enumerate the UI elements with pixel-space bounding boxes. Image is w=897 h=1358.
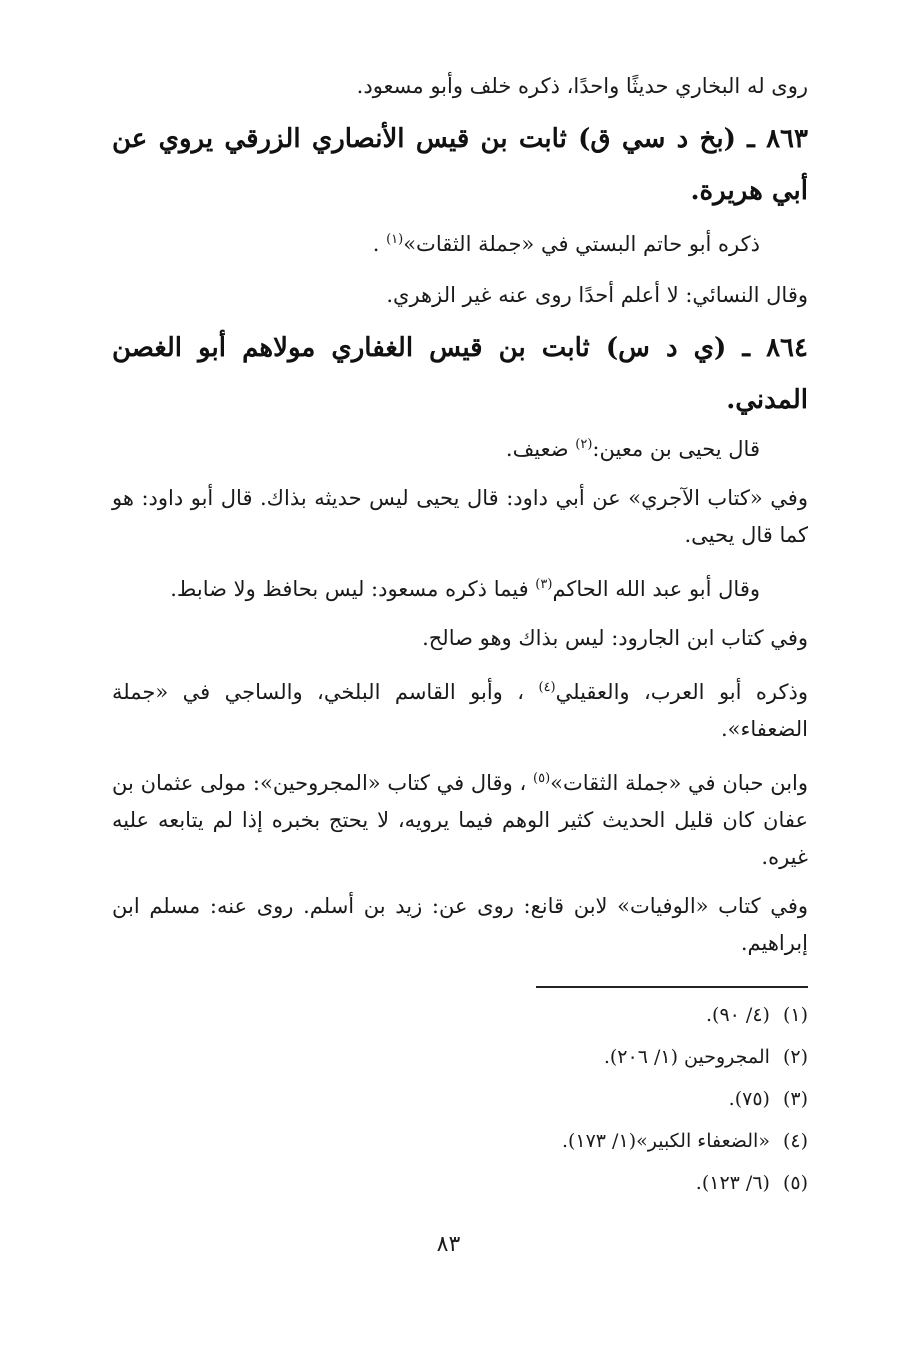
- footnote: [420, 1036, 808, 1078]
- paragraph: وفي «كتاب الآجري» عن أبي داود: قال يحيى ليس حديثه بذاك. قال أبو داود: هو كما قال يحيى.: [112, 486, 808, 547]
- entry-heading-864: ٨٦٤ ـ (ي د س) ثابت بن قيس الغفاري مولاهم أبو الغصن المدني.: [112, 333, 808, 415]
- footnote-text: (٦/ ١٢٣).: [695, 1172, 770, 1194]
- paragraph: [112, 669, 808, 748]
- paragraph: [112, 426, 808, 468]
- paragraph: [112, 221, 808, 263]
- paragraph: وفي كتاب ابن الجارود: ليس بذاك وهو صالح.: [422, 626, 808, 650]
- footnote-ref: (٤): [538, 680, 556, 695]
- opening-line: روى له البخاري حديثًا واحدًا، ذكره خلف وأبو مسعود.: [356, 74, 808, 98]
- footnote-text: (٧٥).: [728, 1088, 770, 1110]
- page-number: ٨٣: [436, 1232, 461, 1257]
- text-span: وقال أبو عبد الله الحاكم: [552, 577, 760, 601]
- footnote-number: (٥): [782, 1172, 808, 1194]
- footnote-text: المجروحين (١/ ٢٠٦).: [603, 1046, 770, 1068]
- footnotes: [420, 994, 808, 1204]
- footnote-ref: (٢): [575, 437, 593, 452]
- paragraph: وفي كتاب «الوفيات» لابن قانع: روى عن: زيد بن أسلم. روى عنه: مسلم ابن إبراهيم.: [112, 894, 808, 955]
- footnote-ref: (٥): [533, 771, 551, 786]
- footnote: [420, 1120, 808, 1162]
- footnote-separator: [536, 986, 808, 988]
- main-text: [112, 68, 808, 970]
- text-span: قال يحيى بن معين:: [592, 437, 760, 461]
- footnote-number: (٣): [782, 1088, 808, 1110]
- footnote: [420, 1162, 808, 1204]
- footnote: [420, 994, 808, 1036]
- paragraph: [112, 760, 808, 876]
- paragraph: [112, 566, 808, 608]
- footnote-number: (٤): [782, 1130, 808, 1152]
- footnote: [420, 1078, 808, 1120]
- text-span: .: [372, 232, 387, 256]
- text-span: فيما ذكره مسعود: ليس بحافظ ولا ضابط.: [170, 577, 536, 601]
- footnote-ref: (٣): [535, 577, 553, 592]
- footnote-number: (٢): [782, 1046, 808, 1068]
- entry-heading-863: ٨٦٣ ـ (بخ د سي ق) ثابت بن قيس الأنصاري الزرقي يروي عن أبي هريرة.: [112, 124, 808, 206]
- footnote-ref: (١): [386, 232, 404, 247]
- footnote-number: (١): [782, 1004, 808, 1026]
- footnote-text: «الضعفاء الكبير»(١/ ١٧٣).: [561, 1130, 770, 1152]
- text-span: ، وقال في كتاب «المجروحين»: مولى عثمان بن عفان كان قليل الحديث كثير الوهم فيما يرويه، لا يحتج بخبره إذا لم يتابعه عليه غيره.: [112, 771, 808, 869]
- text-span: ضعيف.: [505, 437, 576, 461]
- text-span: وذكره أبو العرب، والعقيلي: [555, 680, 808, 704]
- text-span: ذكره أبو حاتم البستي في «جملة الثقات»: [403, 232, 760, 256]
- text-span: وابن حبان في «جملة الثقات»: [550, 771, 809, 795]
- paragraph: وقال النسائي: لا أعلم أحدًا روى عنه غير الزهري.: [386, 283, 808, 307]
- text-span: ، وأبو القاسم البلخي، والساجي في «جملة الضعفاء».: [112, 680, 808, 741]
- footnote-text: (٤/ ٩٠).: [705, 1004, 770, 1026]
